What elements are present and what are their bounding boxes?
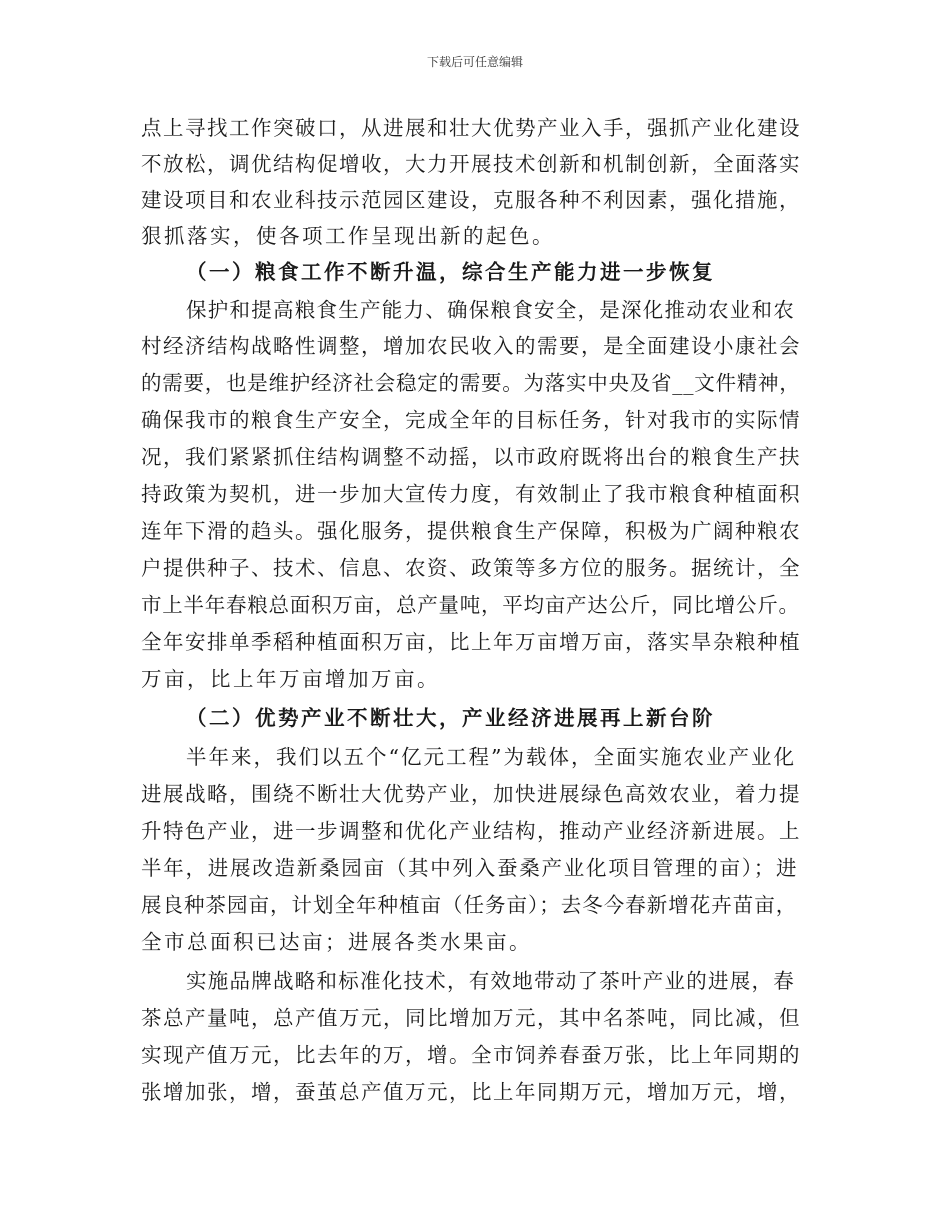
body-line: 点上寻找工作突破口，从进展和壮大优势产业入手，强抓产业化建设 [141, 116, 801, 140]
page-header: 下载后可任意编辑 [426, 55, 523, 69]
body-line: 市上半年春粮总面积万亩，总产量吨，平均亩产达公斤，同比增公斤。 [141, 593, 800, 617]
body-line: 不放松，调优结构促增收，大力开展技术创新和机制创新，全面落实 [141, 152, 801, 176]
body-line: 半年来，我们以五个“亿元工程”为载体，全面实施农业产业化 [186, 745, 796, 769]
body-line: 建设项目和农业科技示范园区建设，克服各种不利因素，强化措施， [141, 188, 801, 212]
body-line: 万亩，比上年万亩增加万亩。 [141, 667, 440, 691]
body-line: 保护和提高粮食生产能力、确保粮食安全，是深化推动农业和农 [186, 298, 795, 322]
body-line: 村经济结构战略性调整，增加农民收入的需要，是全面建设小康社会 [141, 334, 801, 358]
body-line: 连年下滑的趋头。强化服务，提供粮食生产保障，积极为广阔种粮农 [141, 519, 801, 543]
body-line: 持政策为契机，进一步加大宣传力度，有效制止了我市粮食种植面积 [141, 482, 801, 506]
body-line: 的需要，也是维护经济社会稳定的需要。为落实中央及省__文件精神， [141, 371, 801, 395]
body-line: 升特色产业，进一步调整和优化产业结构，推动产业经济新进展。上 [141, 819, 801, 843]
body-line: 半年，进展改造新桑园亩（其中列入蚕桑产业化项目管理的亩）；进 [141, 856, 799, 880]
body-line: 张增加张，增，蚕茧总产值万元，比上年同期万元，增加万元，增， [141, 1080, 801, 1104]
body-line: 实现产值万元，比去年的万，增。全市饲养春蚕万张，比上年同期的 [141, 1043, 801, 1067]
body-line: 全市总面积已达亩；进展各类水果亩。 [141, 930, 532, 954]
body-line: 进展战略，围绕不断壮大优势产业，加快进展绿色高效农业，着力提 [141, 782, 801, 806]
body-line: 全年安排单季稻种植面积万亩，比上年万亩增万亩，落实旱杂粮种植 [141, 630, 801, 654]
body-line: 况，我们紧紧抓住结构调整不动摇，以市政府既将出台的粮食生产扶 [141, 445, 801, 469]
body-line: 狠抓落实，使各项工作呈现出新的起色。 [141, 224, 555, 248]
section-heading-2: （二）优势产业不断壮大，产业经济进展再上新台阶 [186, 706, 715, 730]
section-heading-1: （一）粮食工作不断升温，综合生产能力进一步恢复 [186, 260, 715, 284]
body-line: 确保我市的粮食生产安全，完成全年的目标任务，针对我市的实际情 [141, 408, 801, 432]
body-line: 实施品牌战略和标准化技术，有效地带动了茶叶产业的进展，春 [186, 969, 795, 993]
body-line: 展良种茶园亩，计划全年种植亩（任务亩）；去冬今春新增花卉苗亩， [141, 893, 798, 917]
body-line: 茶总产量吨，总产值万元，同比增加万元，其中名茶吨，同比减，但 [141, 1006, 801, 1030]
body-line: 户提供种子、技术、信息、农资、政策等多方位的服务。据统计，全 [141, 556, 801, 580]
